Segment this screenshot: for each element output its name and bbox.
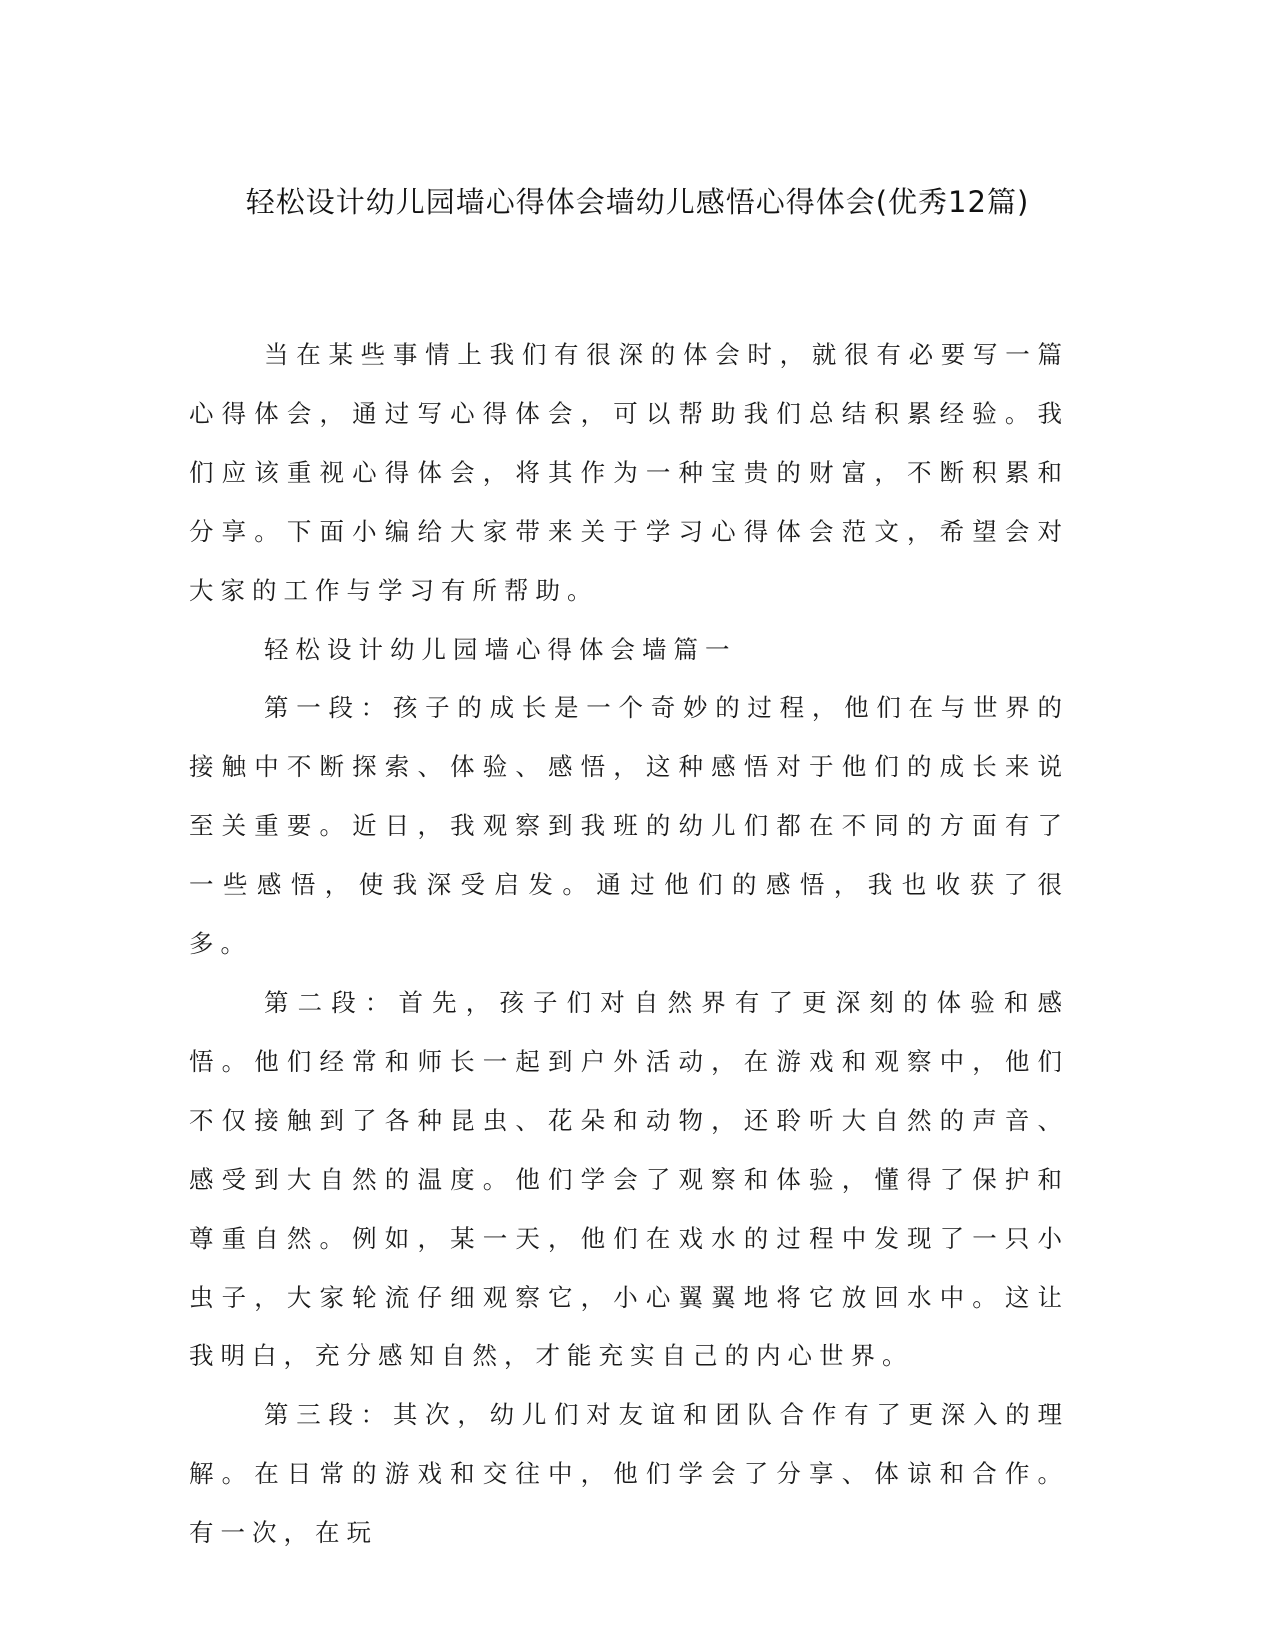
paragraph-2: 第二段：首先，孩子们对自然界有了更深刻的体验和感悟。他们经常和师长一起到户外活动，在游戏和观察中，他们不仅接触到了各种昆虫、花朵和动物，还聆听大自然的声音、感受到大自然的温度。他们学会了观察和体验，懂得了保护和尊重自然。例如，某一天，他们在戏水的过程中发现了一只小虫子，大家轮流仔细观察它，小心翼翼地将它放回水中。这让我明白，充分感知自然，才能充实自己的内心世界。 — [189, 987, 1069, 1371]
section-heading: 轻松设计幼儿园墙心得体会墙篇一 — [264, 634, 737, 664]
document-title: 轻松设计幼儿园墙心得体会墙幼儿感悟心得体会(优秀12篇) — [245, 185, 1030, 219]
paragraph-3: 第三段：其次，幼儿们对友谊和团队合作有了更深入的理解。在日常的游戏和交往中，他们学会了分享、体谅和合作。有一次，在玩 — [189, 1400, 1069, 1548]
paragraph-1: 第一段：孩子的成长是一个奇妙的过程，他们在与世界的接触中不断探索、体验、感悟，这种感悟对于他们的成长来说至关重要。近日，我观察到我班的幼儿们都在不同的方面有了一些感悟，使我深受启发。通过他们的感悟，我也收获了很多。 — [189, 693, 1069, 959]
document-body — [189, 326, 1069, 1563]
intro-paragraph: 当在某些事情上我们有很深的体会时，就很有必要写一篇心得体会，通过写心得体会，可以帮助我们总结积累经验。我们应该重视心得体会，将其作为一种宝贵的财富，不断积累和分享。下面小编给大家带来关于学习心得体会范文，希望会对大家的工作与学习有所帮助。 — [189, 340, 1069, 605]
